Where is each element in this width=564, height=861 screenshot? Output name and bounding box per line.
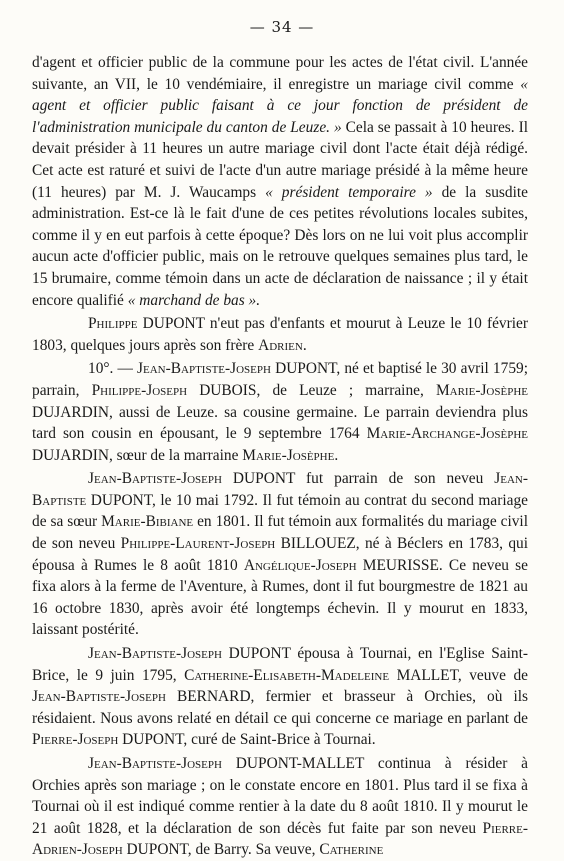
- text-run: en 1801. Il fut témoin aux formalités du mariage civil de son neveu: [32, 513, 528, 553]
- text-run: BERNARD, fermier et brasseur à Orchies, où ils résidaient. Nous avons relaté en détail ce qui concerne ce mariage en parlant de: [32, 688, 528, 727]
- text-run: BILLOUEZ, né à Béclers en 1783, qui épousa à Rumes le 8 août 1810: [32, 535, 528, 574]
- person-name: Marie-Bibiane: [101, 513, 194, 531]
- quoted-text: « président temporaire »: [265, 183, 433, 201]
- person-name: Jean-Baptiste-Joseph: [88, 470, 222, 488]
- person-name: Angélique-Joseph: [243, 556, 357, 574]
- text-run: DUJARDIN, sœur de la marraine: [32, 446, 243, 464]
- text-run: DUPONT, né et baptisé le 30 avril 1759; parrain,: [32, 360, 528, 399]
- text-run: 10°. —: [88, 360, 138, 378]
- text-run: DUPONT-MALLET continua à résider à Orchies après son mariage ; on le constate encore en 1801. Plus tard il se fixa à Tournai où il est indiqué comme rentier à la date du 8 août 1810. Il y mourut le 21 août 1828, et la déclaration de son décès fut faite par son neveu: [32, 755, 528, 837]
- quoted-text: « marchand de bas ».: [127, 291, 261, 309]
- text-run: .: [302, 336, 307, 354]
- paragraph: [32, 358, 528, 466]
- text-run: DUPONT, le 10 mai 1792. Il fut témoin au contrat du second mariage de sa sœur: [32, 491, 528, 531]
- person-name: Jean-Baptiste-Joseph: [88, 755, 222, 772]
- person-name: Jean-Baptiste-Joseph: [32, 688, 166, 706]
- paragraph: [32, 643, 528, 751]
- paragraph: [32, 753, 528, 861]
- person-name: Marie-Josèphe: [435, 381, 528, 399]
- person-name: Adrien: [258, 336, 303, 354]
- paragraph: [32, 313, 528, 356]
- text-run: Cela se passait à 10 heures. Il devait présider à 11 heures un autre mariage civil dont l'acte était déjà rédigé. Cet acte est raturé et suivi de l'acte d'un autre mariage présidé à la même heure (11 heures) par M. J. Waucamps: [32, 118, 528, 201]
- person-name: Catherine: [319, 841, 384, 859]
- text-run: DUBOIS, de Leuze ; marraine,: [187, 381, 436, 399]
- person-name: Philippe-Joseph: [91, 381, 188, 399]
- text-run: MALLET, veuve de: [389, 666, 528, 684]
- quoted-text: « agent et officier public faisant à ce jour fonction de président de l'administration municipale du canton de Leuze. »: [32, 75, 528, 136]
- person-name: Catherine-Elisabeth-Madeleine: [184, 666, 390, 684]
- page-number: — 34 —: [249, 18, 315, 36]
- person-name: Pierre-Joseph: [32, 731, 119, 749]
- text-run: .: [334, 446, 339, 464]
- text-run: DUJARDIN, aussi de Leuze. sa cousine germaine. Le parrain deviendra plus tard son cousin en épousant, le 9 septembre 1764: [32, 403, 528, 443]
- person-name: Jean-Baptiste: [32, 470, 528, 509]
- person-name: Marie-Archange-Josèphe: [366, 425, 528, 443]
- person-name: Philippe: [88, 315, 138, 333]
- body-text: [32, 52, 528, 861]
- person-name: Jean-Baptiste-Joseph: [88, 645, 222, 663]
- text-run: DUPONT fut parrain de son neveu: [221, 470, 495, 488]
- text-run: DUPONT n'eut pas d'enfants et mourut à Leuze le 10 février 1803, quelques jours après son frère: [32, 315, 528, 354]
- text-run: DUPONT, curé de Saint-Brice à Tournai.: [118, 731, 376, 749]
- paragraph: [32, 468, 528, 641]
- person-name: Philippe-Laurent-Joseph: [120, 535, 276, 553]
- text-run: d'agent et officier public de la commune pour les actes de l'état civil. L'année suivante, an VII, le 10 vendémiaire, il enregistre un mariage civil comme: [32, 54, 528, 93]
- person-name: Marie-Josèphe: [242, 446, 335, 464]
- text-run: de la susdite administration. Est-ce là le fait d'une de ces petites révolutions locales subites, comme il y en eut parfois à cette époque? Dès lors on ne lui voit plus accomplir aucun acte d'officier public, mais on le retrouve quelques semaines plus tard, le 15 brumaire, comme témoin dans un acte de déclaration de naissance ; il y était encore qualifié: [32, 183, 528, 309]
- text-run: MEURISSE. Ce neveu se fixa alors à la ferme de l'Aventure, à Rumes, dont il fut bourgmestre de 1821 au 16 octobre 1830, après avoir été longtemps échevin. Il y mourut en 1833, laissant postérité.: [32, 556, 529, 639]
- text-run: DUPONT épousa à Tournai, en l'Eglise Saint-Brice, le 9 juin 1795,: [32, 645, 528, 684]
- paragraph: [32, 52, 528, 311]
- person-name: Jean-Baptiste-Joseph: [137, 360, 271, 378]
- person-name: Pierre-Adrien-Joseph: [32, 819, 528, 859]
- text-run: DUPONT, de Barry. Sa veuve,: [122, 841, 320, 859]
